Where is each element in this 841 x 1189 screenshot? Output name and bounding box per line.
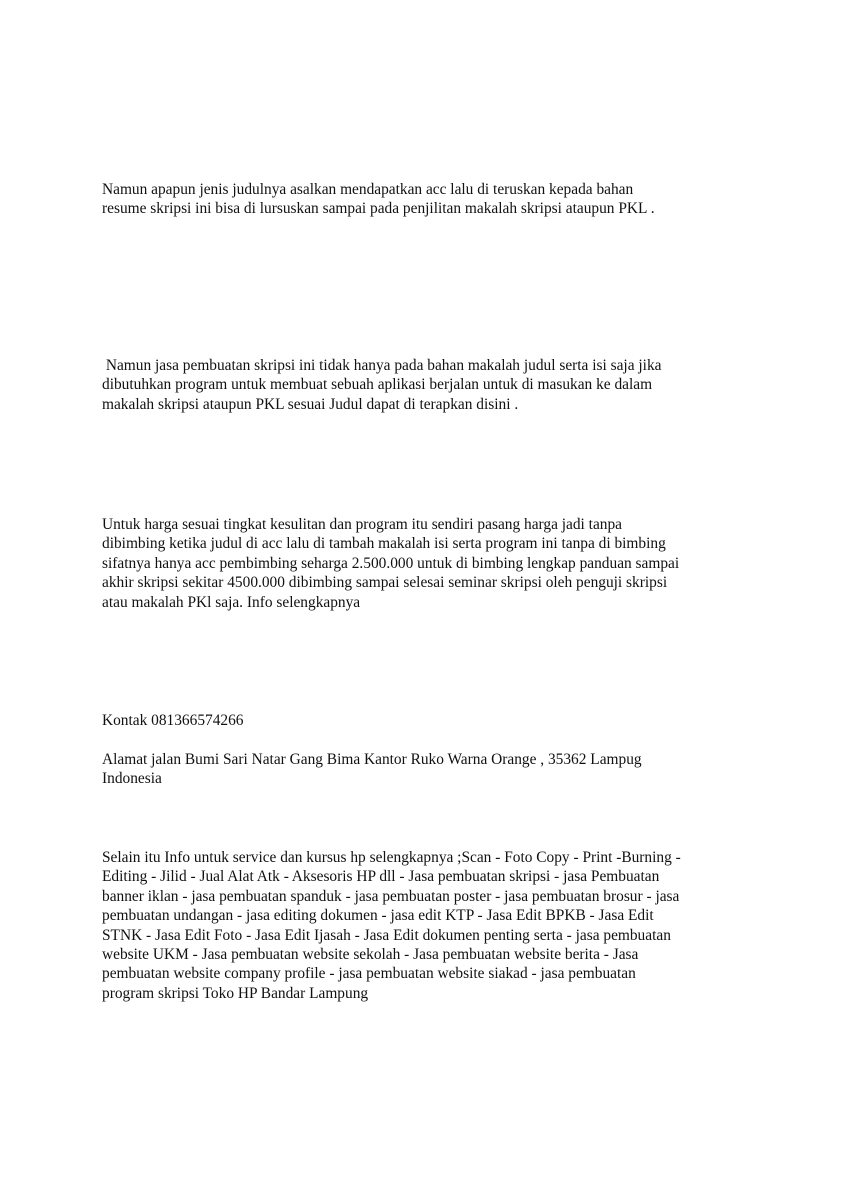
address: Alamat jalan Bumi Sari Natar Gang Bima Kantor Ruko Warna Orange , 35362 Lampug Indonesia bbox=[102, 751, 642, 788]
paragraph-pricing: Untuk harga sesuai tingkat kesulitan dan program itu sendiri pasang harga jadi tanpa dibimbing ketika judul di acc lalu di tambah makalah isi serta program ini tanpa di bimbing sifatnya hanya acc pembimbing seharga 2.500.000 untuk di bimbing lengkap panduan sampai akhir skripsi sekitar 4500.000 dibimbing sampai selesai seminar skripsi oleh penguji skripsi atau makalah PKl saja. Info selengkapnya bbox=[102, 516, 680, 611]
paragraph-thesis-approval: Namun apapun jenis judulnya asalkan mendapatkan acc lalu di teruskan kepada bahan resume skripsi ini bisa di lursuskan sampai pada penjilitan makalah skripsi ataupun PKL . bbox=[102, 181, 655, 218]
contact-phone: Kontak 081366574266 bbox=[102, 712, 244, 729]
paragraph-other-services: Selain itu Info untuk service dan kursus hp selengkapnya ;Scan - Foto Copy - Print -Burning - Editing - Jilid - Jual Alat Atk - Aksesoris HP dll - Jasa pembuatan skripsi - jasa Pembuatan banner iklan - jasa pembuatan spanduk - jasa pembuatan poster - jasa pembuatan brosur - jasa pembuatan undangan - jasa editing dokumen - jasa edit KTP - Jasa Edit BPKB - Jasa Edit STNK - Jasa Edit Foto - Jasa Edit Ijasah - Jasa Edit dokumen penting serta - jasa pembuatan website UKM - Jasa pembuatan website sekolah - Jasa pembuatan website berita - Jasa pembuatan website company profile - jasa pembuatan website siakad - jasa pembuatan program skripsi Toko HP Bandar Lampung bbox=[102, 849, 681, 1002]
paragraph-program-service: Namun jasa pembuatan skripsi ini tidak hanya pada bahan makalah judul serta isi saja jika dibutuhkan program untuk membuat sebuah aplikasi berjalan untuk di masukan ke dalam makalah skripsi ataupun PKL sesuai Judul dapat di terapkan disini . bbox=[102, 357, 662, 413]
